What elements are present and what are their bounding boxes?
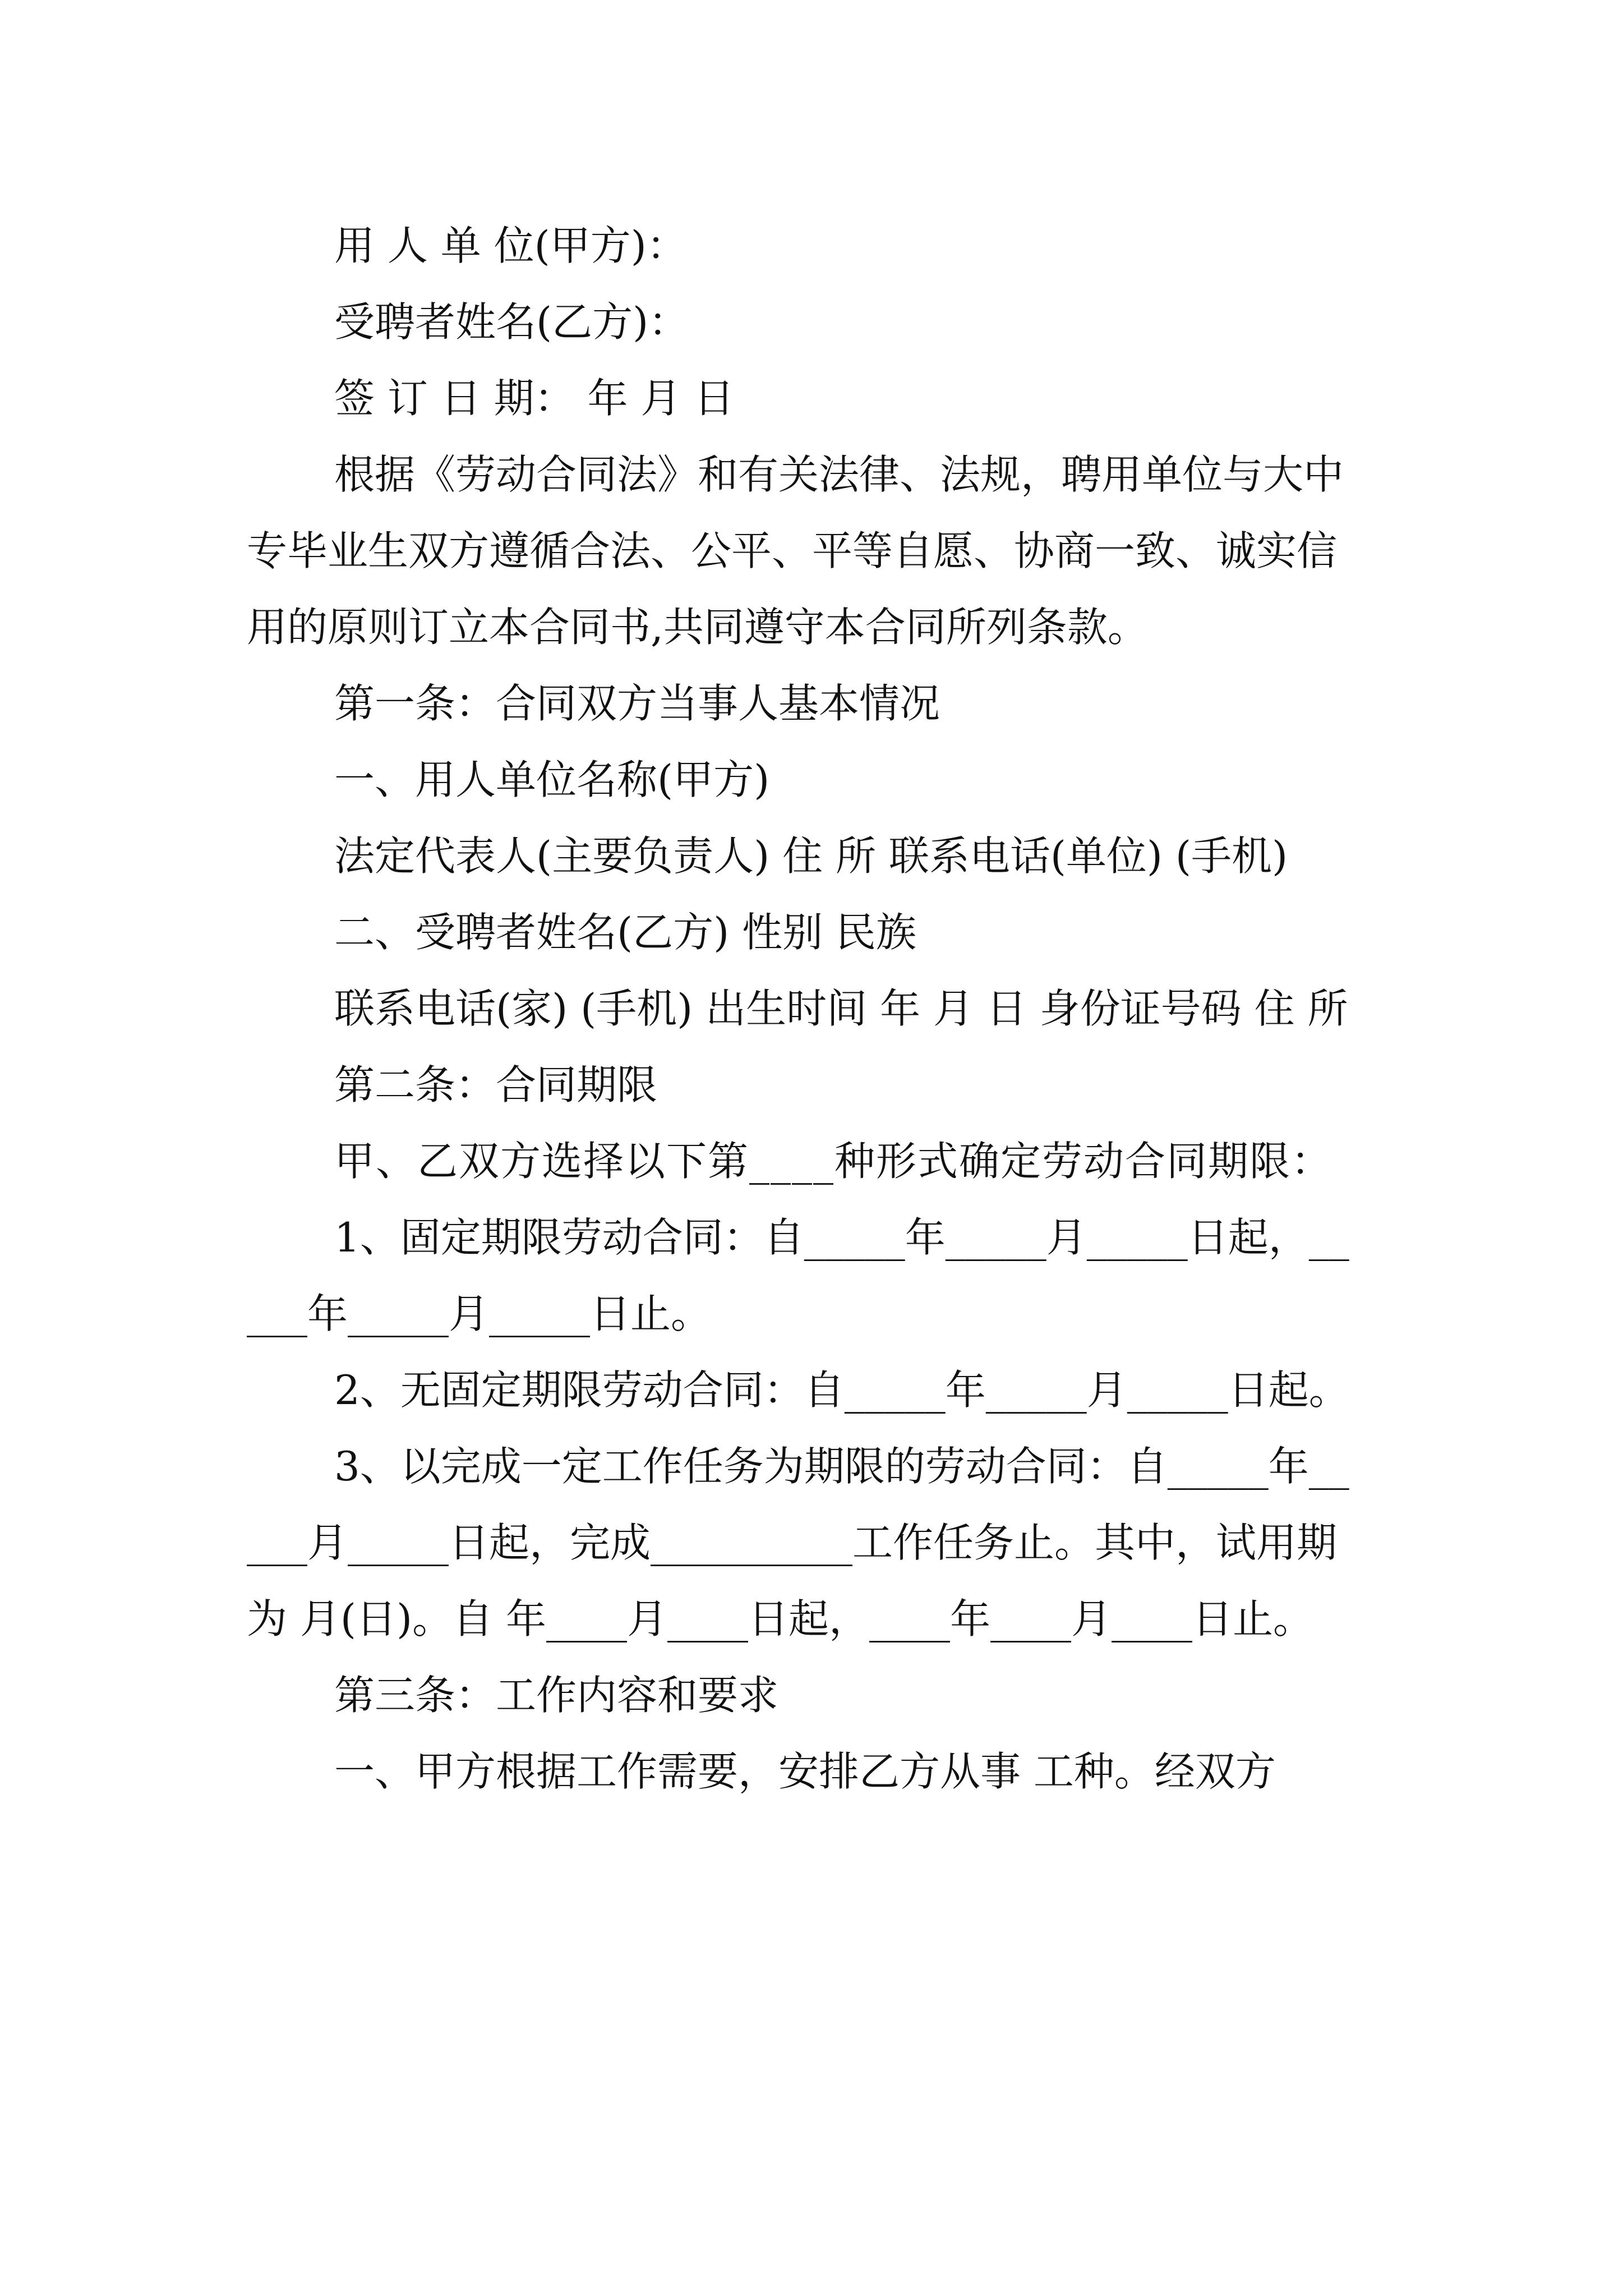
- fixed-term-item: 1、固定期限劳动合同：自_____年_____月_____日起，_____年_____月_____日止。: [247, 1214, 1349, 1337]
- open-term-item: 2、无固定期限劳动合同：自_____年_____月_____日起。: [334, 1366, 1349, 1414]
- preamble-paragraph: 根据《劳动合同法》和有关法律、法规，聘用单位与大中专毕业生双方遵循合法、公平、平等自愿、协商一致、诚实信用的原则订立本合同书,共同遵守本合同所列条款。: [247, 451, 1344, 651]
- job-assignment-item: 一、甲方根据工作需要，安排乙方从事 工种。经双方: [334, 1748, 1276, 1795]
- article-1-heading: 第一条：合同双方当事人基本情况: [334, 680, 940, 727]
- article-2-heading: 第二条：合同期限: [334, 1061, 658, 1108]
- term-choice-line: 甲、乙双方选择以下第____种形式确定劳动合同期限：: [334, 1138, 1333, 1185]
- article-3-heading: 第三条：工作内容和要求: [334, 1672, 779, 1719]
- contract-body: [247, 208, 1368, 1810]
- employer-line: 用 人 单 位(甲方)：: [334, 222, 687, 269]
- employee-name-line: 受聘者姓名(乙方)：: [334, 298, 689, 346]
- employee-contact-item: 联系电话(家) (手机) 出生时间 年 月 日 身份证号码 住 所: [334, 985, 1348, 1032]
- sign-date-line: 签 订 日 期： 年 月 日: [334, 375, 735, 422]
- task-term-item: 3、以完成一定工作任务为期限的劳动合同：自_____年_____月_____日起，完成__________工作任务止。其中，试用期为 月(日)。自 年____月____日起，____年____月____日止。: [247, 1443, 1349, 1642]
- employee-info-item: 二、受聘者姓名(乙方) 性别 民族: [334, 909, 916, 956]
- employer-contact-item: 法定代表人(主要负责人) 住 所 联系电话(单位) (手机): [334, 832, 1288, 880]
- employer-name-item: 一、用人单位名称(甲方): [334, 756, 770, 803]
